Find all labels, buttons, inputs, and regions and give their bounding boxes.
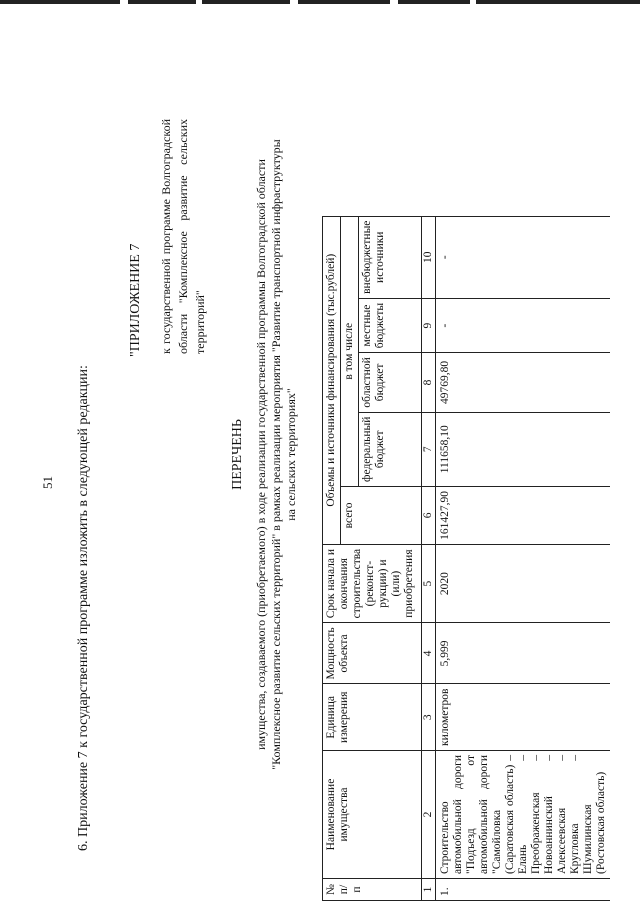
column-number: 5 [422, 544, 436, 623]
table-row [436, 216, 611, 900]
header-unit: Единица измерения [323, 684, 422, 751]
header-financing: Объемы и источники финансирования (тыс.рублей) [323, 216, 341, 544]
row-local: - [436, 298, 611, 352]
row-regional: 49769,80 [436, 353, 611, 412]
column-number: 3 [422, 684, 436, 751]
header-name: Наименование имущества [323, 751, 422, 879]
appendix-reference: к государственной программе Волгоградской области "Комплексное развитие сельских территорий" [159, 119, 207, 354]
column-number: 7 [422, 412, 436, 486]
column-number: 8 [422, 353, 436, 412]
column-number: 10 [422, 216, 436, 298]
header-including: в том числе [341, 216, 359, 486]
row-total: 161427,90 [436, 486, 611, 544]
row-period: 2020 [436, 544, 611, 623]
row-num: 1. [436, 879, 611, 901]
list-title: ПЕРЕЧЕНЬ [230, 419, 245, 490]
amendment-intro: 6. Приложение 7 к государственной программе изложить в следующей редакции: [76, 365, 91, 851]
list-subtitle-line: имущества, создаваемого (приобретаемого) в ходе реализации государственной программы Волгоградской области [254, 159, 268, 750]
column-number: 1 [422, 879, 436, 901]
property-table [322, 216, 610, 901]
list-subtitle [254, 0, 299, 909]
column-number: 6 [422, 486, 436, 544]
header-num: № п/п [323, 879, 422, 901]
header-total: всего [341, 486, 422, 544]
column-number: 4 [422, 623, 436, 684]
page-number: 51 [40, 476, 55, 489]
row-extra: - [436, 216, 611, 298]
row-federal: 111658,10 [436, 412, 611, 486]
header-federal: федеральный бюджет [359, 412, 422, 486]
column-number: 9 [422, 298, 436, 352]
header-regional: областной бюджет [359, 353, 422, 412]
appendix-title: "ПРИЛОЖЕНИЕ 7 [128, 243, 143, 357]
header-extra: внебюджетные источники [359, 216, 422, 298]
header-local: местные бюджеты [359, 298, 422, 352]
list-subtitle-line: "Комплексное развитие сельских территорий" в рамках реализации мероприятия "Развитие транспортной инфраструктуры [269, 139, 283, 770]
row-object-name: Строительство автомобильной дороги "Подъезд от автомобильной дороги "Самойловка (Саратовская область) – Елань – Преображенская – Новоаннинский – Алексеевская – Кругловка – Шумилинская (Ростовская область) [436, 751, 611, 879]
header-period: Срок начала и окончания строительства (реконст-рукции) и (или) приобретения [323, 544, 422, 623]
column-number: 2 [422, 751, 436, 879]
row-capacity: 5,999 [436, 623, 611, 684]
column-number-row [422, 216, 436, 900]
row-unit: километров [436, 684, 611, 751]
list-subtitle-line: на сельских территориях" [284, 388, 298, 521]
header-capacity: Мощность объекта [323, 623, 422, 684]
